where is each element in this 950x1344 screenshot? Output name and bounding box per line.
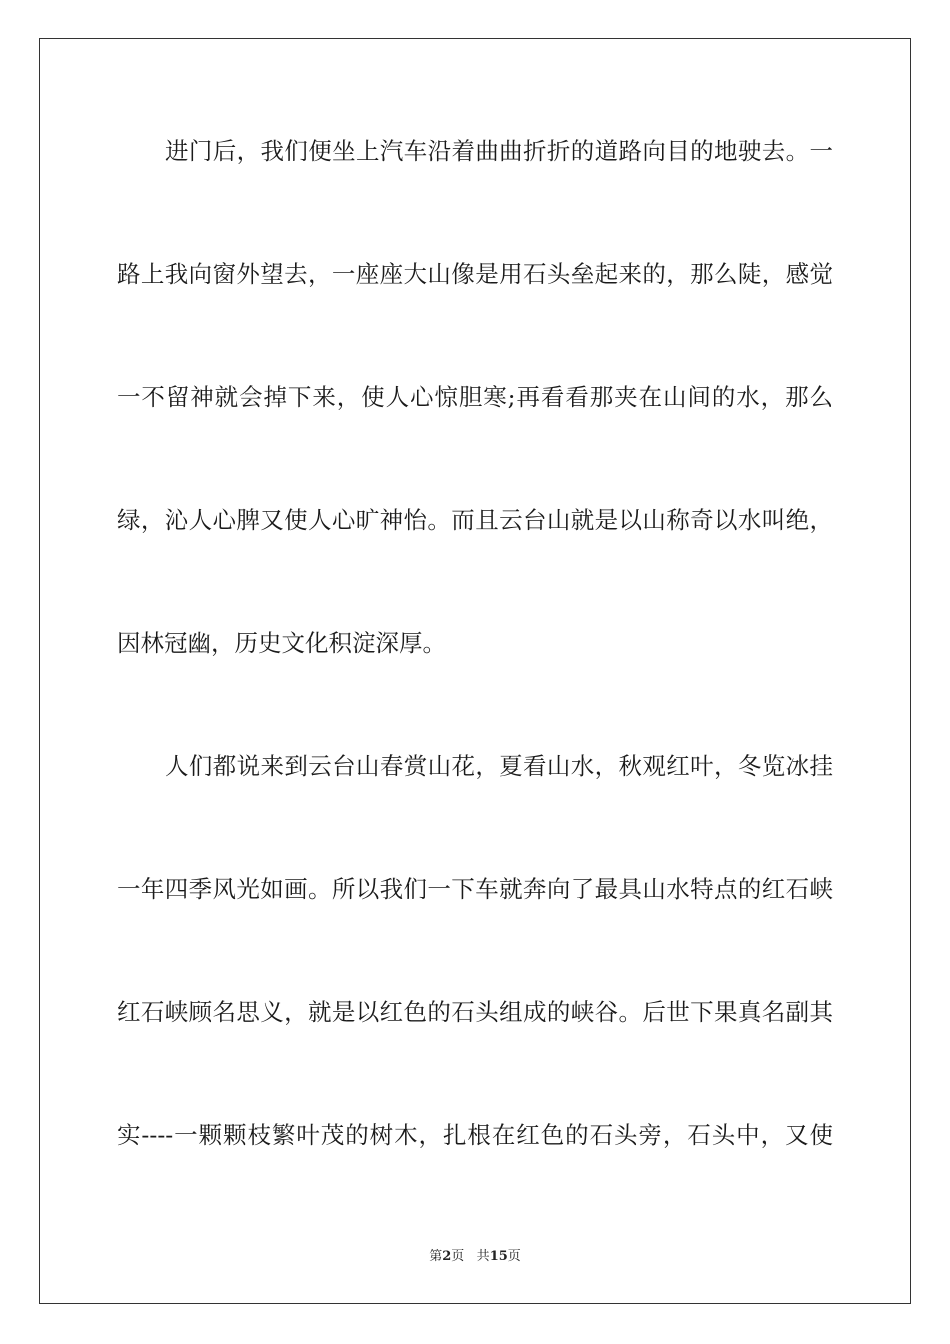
- text-line: 一年四季风光如画。所以我们一下车就奔向了最具山水特点的红石峡: [117, 875, 833, 903]
- page-footer: [0, 1248, 950, 1266]
- text-line: 路上我向窗外望去，一座座大山像是用石头垒起来的，那么陡，感觉: [117, 260, 833, 288]
- text-line: 绿，沁人心脾又使人心旷神怡。而且云台山就是以山称奇以水叫绝，: [117, 506, 833, 534]
- total-suffix: 页: [507, 1249, 521, 1264]
- text-line: 人们都说来到云台山春赏山花，夏看山水，秋观红叶，冬览冰挂: [165, 752, 833, 780]
- text-line: 因林冠幽，历史文化积淀深厚。: [117, 629, 446, 657]
- page-total: 15: [489, 1249, 508, 1264]
- text-line: 进门后，我们便坐上汽车沿着曲曲折折的道路向目的地驶去。一: [165, 137, 833, 165]
- text-line: 实----一颗颗枝繁叶茂的树木，扎根在红色的石头旁，石头中，又使: [117, 1121, 833, 1149]
- page-prefix: 第: [429, 1249, 443, 1264]
- text-line: 红石峡顾名思义，就是以红色的石头组成的峡谷。后世下果真名副其: [117, 998, 833, 1026]
- page-suffix: 页: [451, 1249, 465, 1264]
- text-line: 一不留神就会掉下来，使人心惊胆寒;再看看那夹在山间的水，那么: [117, 383, 833, 411]
- page-border: [39, 38, 911, 1304]
- page-current: 2: [442, 1249, 452, 1264]
- total-prefix: 共: [476, 1249, 490, 1264]
